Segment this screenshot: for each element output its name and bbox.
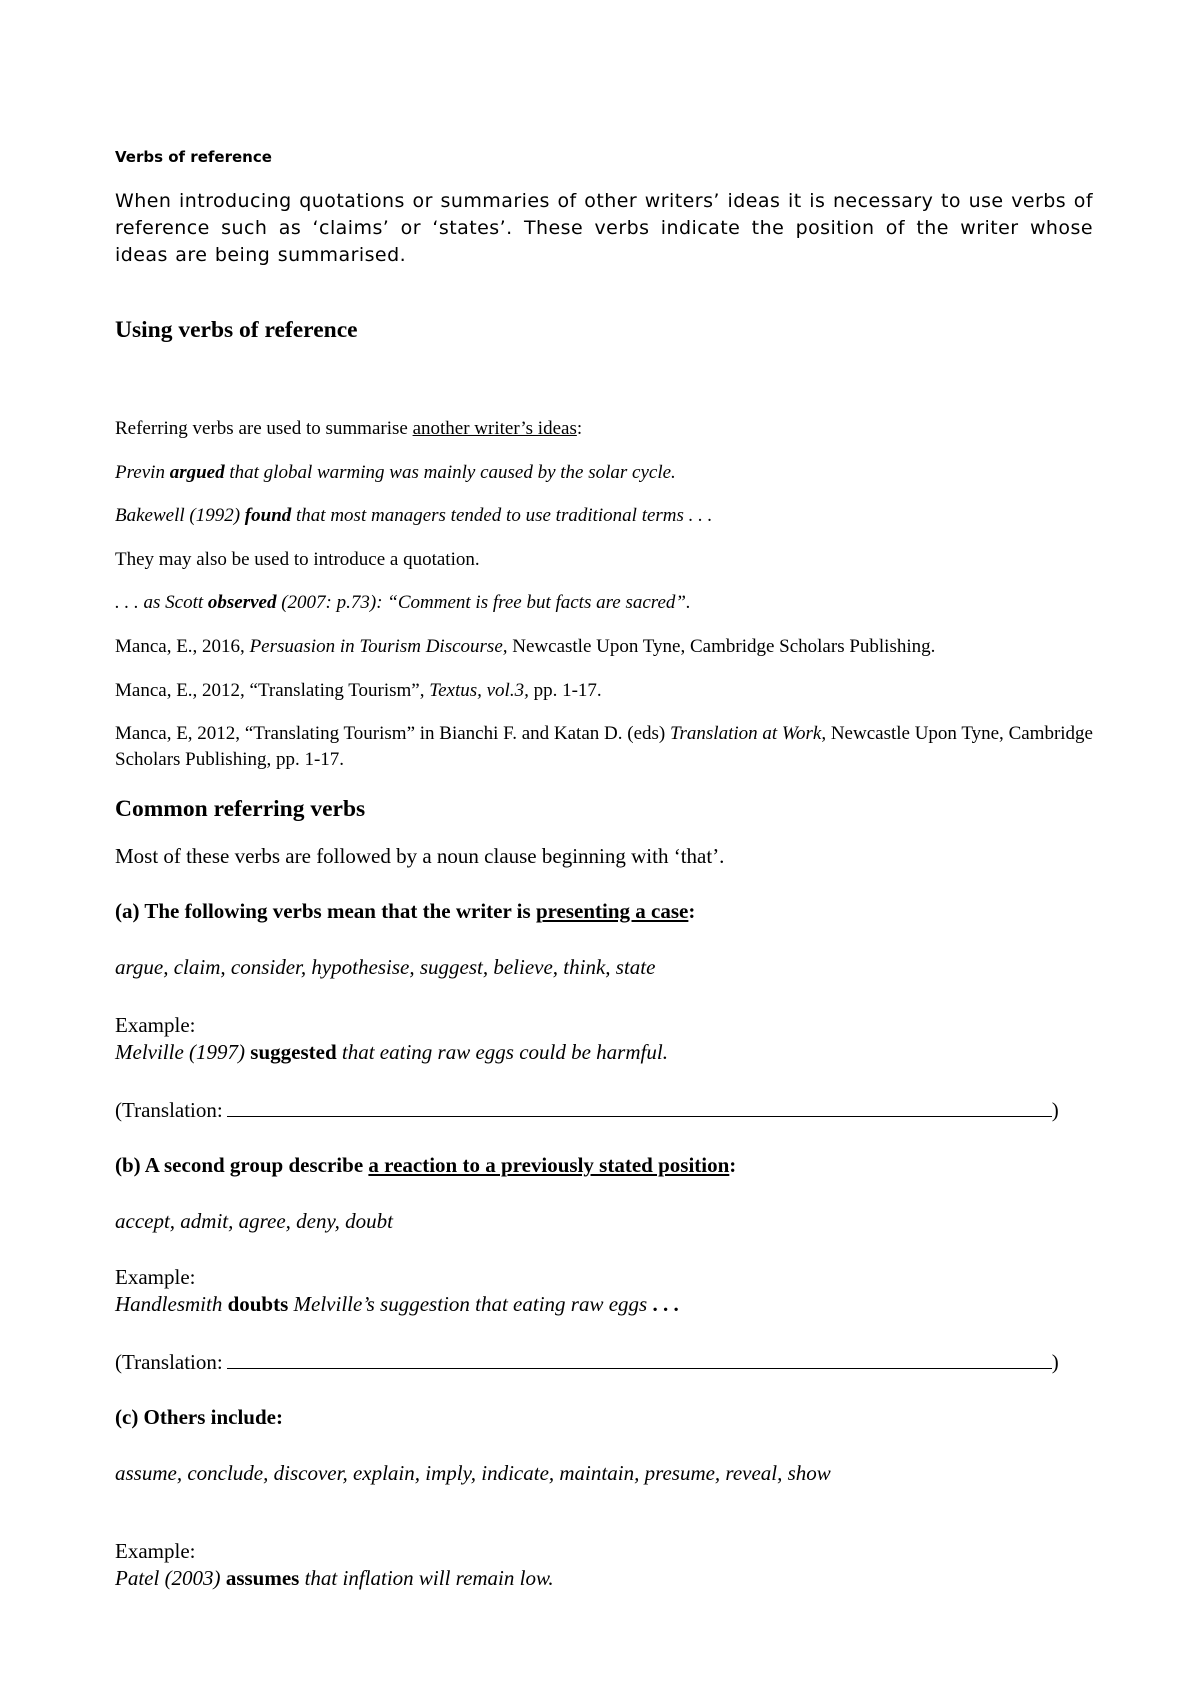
text: (2007: p.73): “Comment is free but facts are sacred”.: [276, 592, 691, 613]
translation-blank-a: [227, 1096, 1052, 1117]
text: ): [1051, 1098, 1059, 1122]
text: that most managers tended to use traditional terms . . .: [291, 505, 713, 526]
translation-blank-b: [227, 1348, 1052, 1369]
italic-title: Textus, vol.3,: [429, 680, 529, 701]
verb: observed: [207, 592, 277, 613]
text: Patel (2003): [115, 1566, 226, 1590]
text: . . .: [647, 1292, 679, 1316]
reference-3: [115, 721, 1093, 773]
section-title-using-verbs: Using verbs of reference: [115, 317, 358, 343]
text: Manca, E., 2012, “Translating Tourism”,: [115, 680, 430, 701]
reference-1: [115, 634, 1093, 660]
text: Manca, E., 2016,: [115, 636, 250, 657]
verb: doubts: [227, 1292, 289, 1316]
text: Manca, E, 2012, “Translating Tourism” in Bianchi F. and Katan D. (eds): [115, 723, 670, 744]
example-previn: [115, 460, 1093, 486]
underlined-text: presenting a case: [535, 899, 689, 923]
text: that inflation will remain low.: [299, 1566, 554, 1590]
referring-verbs-line: [115, 416, 1093, 442]
verb: assumes: [225, 1566, 300, 1590]
text: (a) The following verbs mean that the writer is: [115, 899, 536, 923]
text: (Translation:: [115, 1350, 223, 1374]
underlined-text: another writer’s ideas: [412, 418, 577, 439]
text: Bakewell (1992): [115, 505, 245, 526]
text: Melville (1997): [115, 1040, 251, 1064]
intro-paragraph: When introducing quotations or summaries of other writers’ ideas it is necessary to use verbs of reference such as ‘claims’ or ‘states’. These verbs indicate the position of the writer whose ideas are being summarised.: [115, 190, 1093, 266]
group-b-verbs: accept, admit, agree, deny, doubt: [115, 1209, 393, 1233]
reference-2: [115, 678, 1093, 704]
group-a-verbs: argue, claim, consider, hypothesise, suggest, believe, think, state: [115, 955, 656, 979]
text: . . . as Scott: [115, 592, 208, 613]
text: pp. 1-17.: [528, 680, 602, 701]
text: that global warming was mainly caused by the solar cycle.: [224, 462, 676, 483]
group-a-heading: [115, 898, 1093, 924]
group-c-heading: (c) Others include:: [115, 1405, 283, 1429]
example-label: Example:: [115, 1265, 196, 1289]
example-scott: [115, 590, 1093, 616]
translation-field-b: [115, 1348, 1093, 1375]
italic-title: Persuasion in Tourism Discourse,: [249, 636, 508, 657]
verb: found: [244, 505, 292, 526]
common-verbs-intro: Most of these verbs are followed by a noun clause beginning with ‘that’.: [115, 844, 725, 868]
page-heading-small: Verbs of reference: [115, 148, 272, 166]
text: Previn: [115, 462, 170, 483]
text: Newcastle Upon Tyne, Cambridge Scholars Publishing.: [507, 636, 936, 657]
text: Referring verbs are used to summarise: [115, 418, 413, 439]
quotation-line: They may also be used to introduce a quotation.: [115, 549, 480, 570]
group-c-example: [115, 1538, 1093, 1592]
example-label: Example:: [115, 1539, 196, 1563]
example-bakewell: [115, 503, 1093, 529]
text: :: [688, 899, 696, 923]
text: (Translation:: [115, 1098, 223, 1122]
group-a-example: [115, 1012, 1093, 1066]
verb: argued: [169, 462, 225, 483]
section-title-common-verbs: Common referring verbs: [115, 796, 366, 822]
text: :: [729, 1153, 737, 1177]
text: Melville’s suggestion that eating raw eggs: [288, 1292, 648, 1316]
group-c-verbs: assume, conclude, discover, explain, imply, indicate, maintain, presume, reveal, show: [115, 1461, 831, 1485]
text: Newcastle Upon Tyne, Cambridge Scholars Publishing, pp. 1-17.: [115, 723, 1093, 770]
text: Handlesmith: [115, 1292, 228, 1316]
underlined-text: a reaction to a previously stated position: [368, 1153, 730, 1177]
text: (b) A second group describe: [115, 1153, 369, 1177]
text: ): [1051, 1350, 1059, 1374]
text: :: [576, 418, 583, 439]
group-b-heading: [115, 1152, 1093, 1178]
text: that eating raw eggs could be harmful.: [336, 1040, 668, 1064]
italic-title: Translation at Work,: [669, 723, 827, 744]
verb: suggested: [250, 1040, 337, 1064]
example-label: Example:: [115, 1013, 196, 1037]
group-b-example: [115, 1264, 1093, 1318]
translation-field-a: [115, 1096, 1093, 1123]
